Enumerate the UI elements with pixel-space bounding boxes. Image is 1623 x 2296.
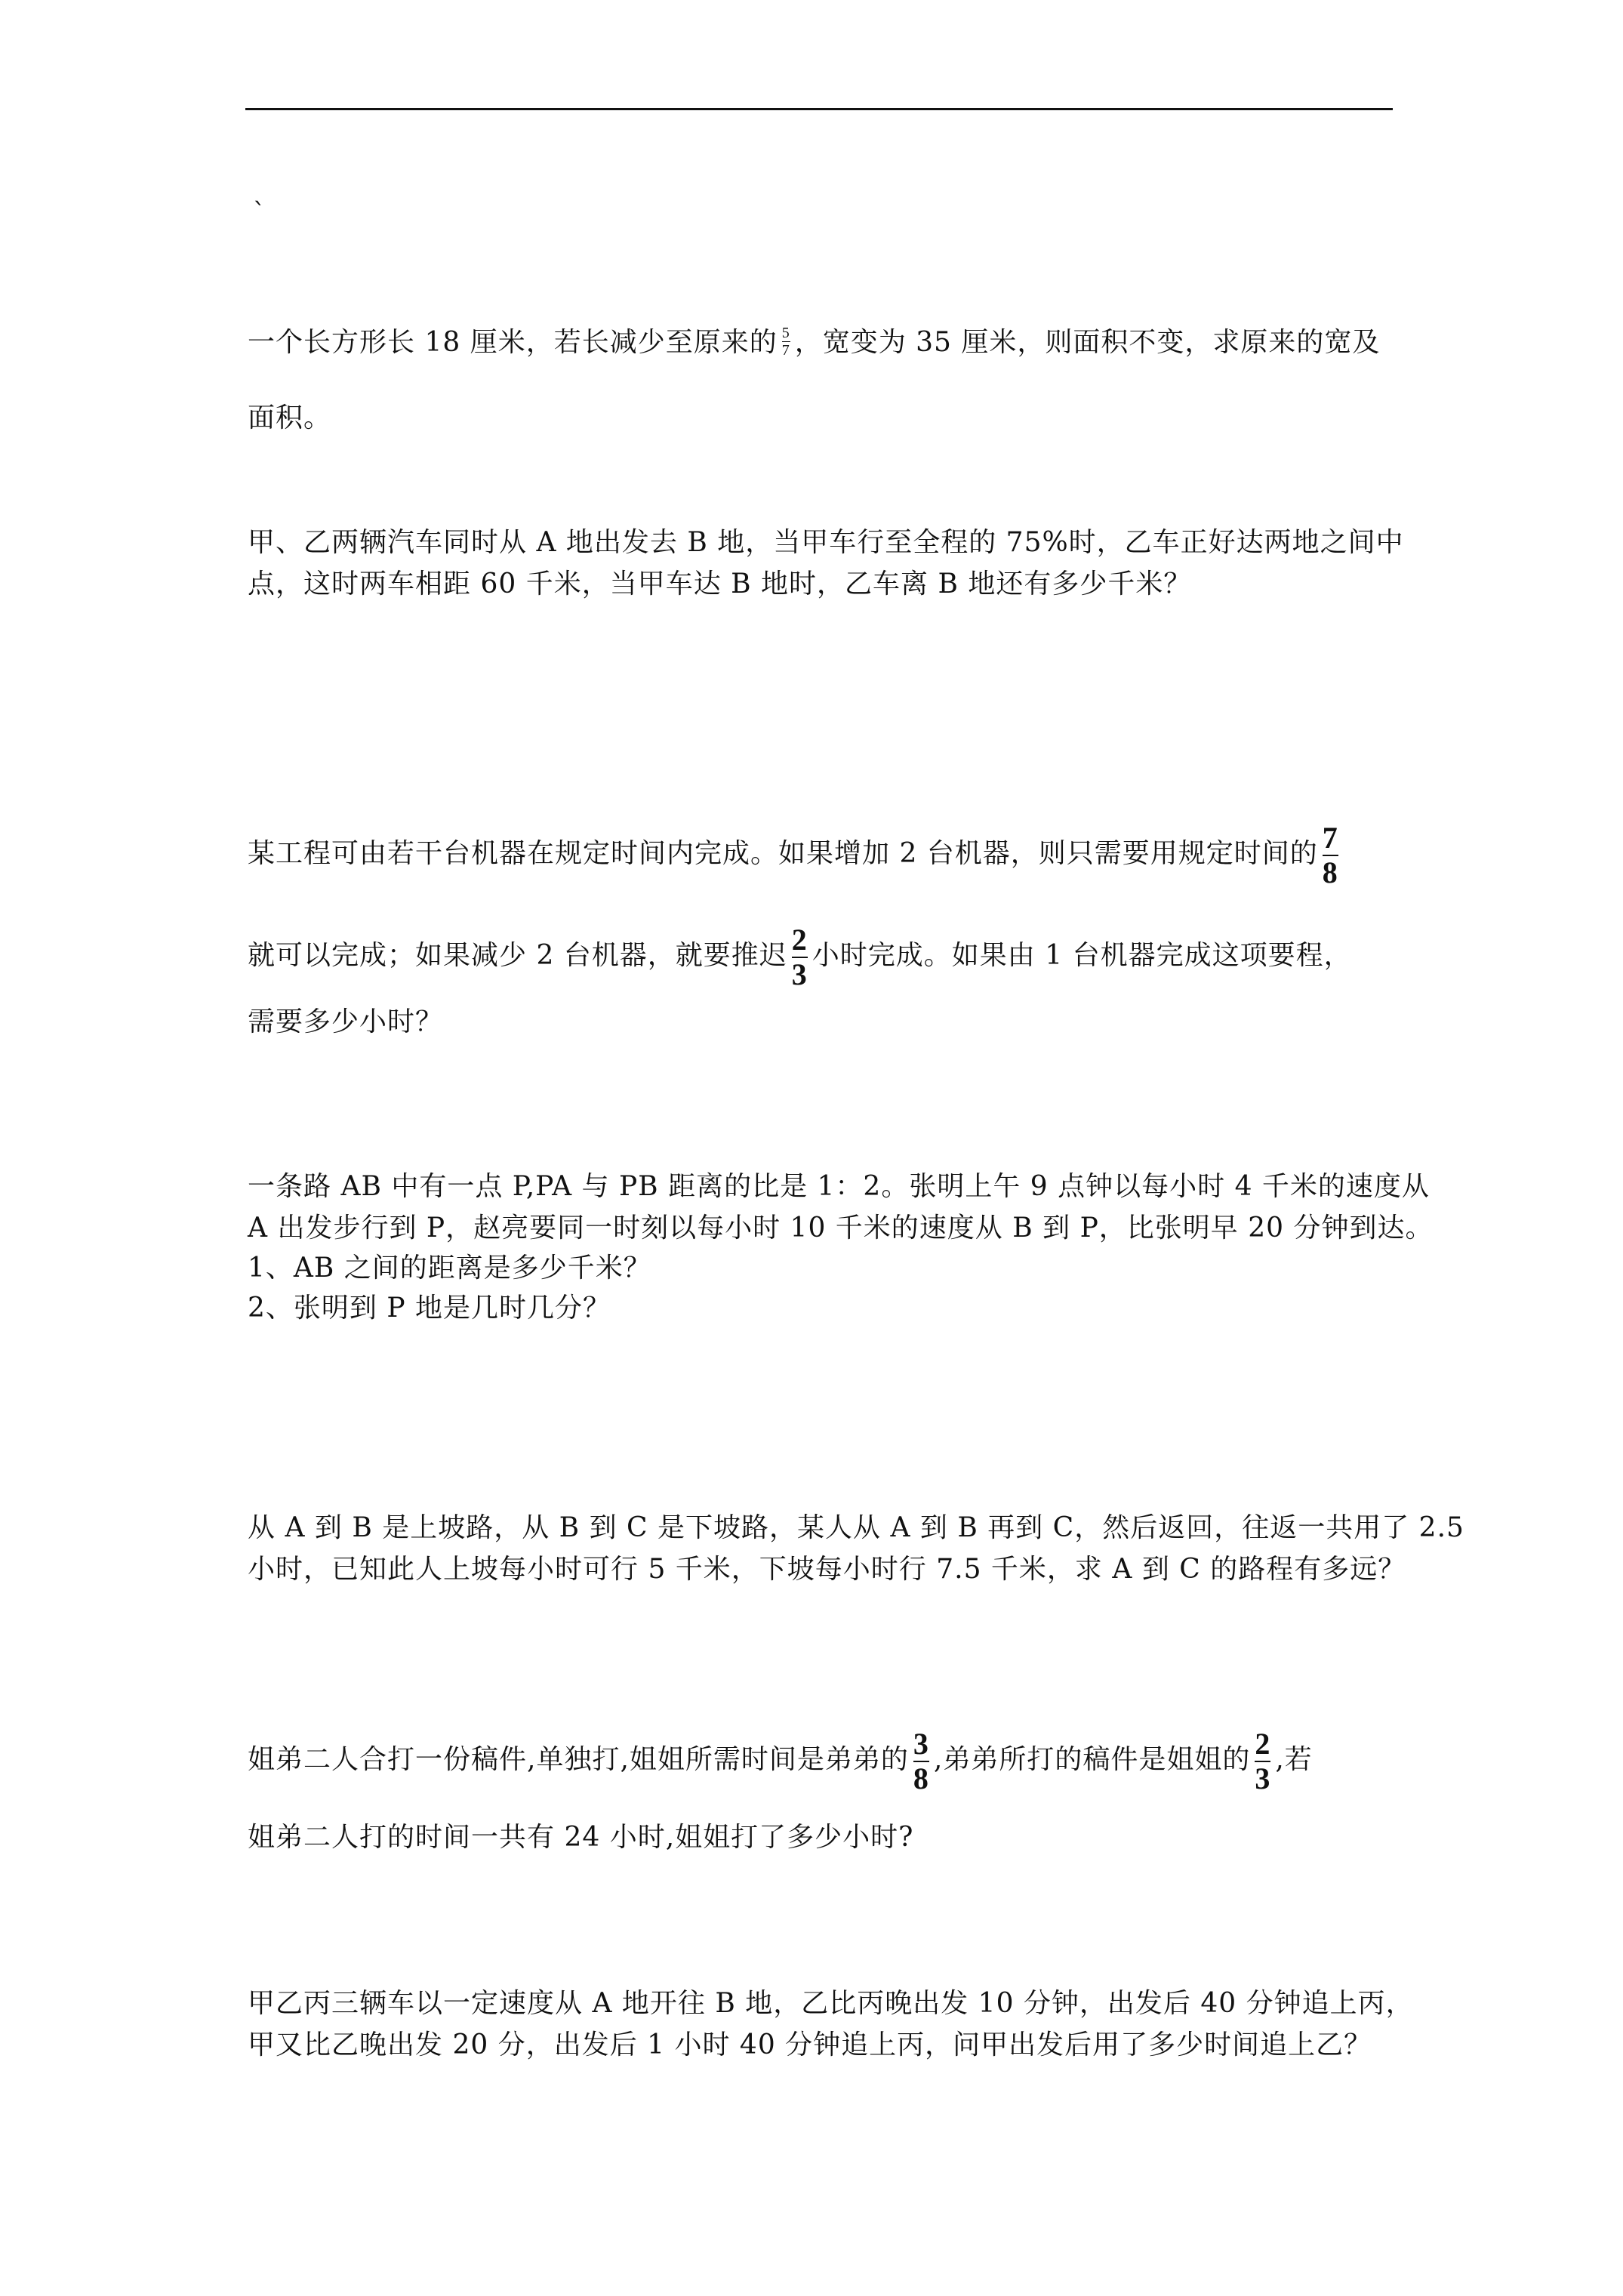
problem-6-line-1 bbox=[248, 1729, 1313, 1794]
fraction-7-8 bbox=[1323, 823, 1338, 888]
problem-3-text-b: 就可以完成；如果减少 2 台机器，就要推迟 bbox=[248, 940, 787, 971]
problem-5-line-1: 从 A 到 B 是上坡路，从 B 到 C 是下坡路，某人从 A 到 B 再到 C，然后返回，往返一共用了 2.5 bbox=[248, 1512, 1464, 1543]
fraction-numerator: 2 bbox=[791, 923, 808, 957]
problem-6-text-a: 姐弟二人合打一份稿件,单独打,姐姐所需时间是弟弟的 bbox=[248, 1744, 909, 1775]
problem-1-text-a: 一个长方形长 18 厘米，若长减少至原来的 bbox=[248, 327, 778, 358]
problem-3-line-1 bbox=[248, 823, 1343, 888]
problem-1-line-1 bbox=[248, 321, 1380, 361]
fraction-numerator: 2 bbox=[1255, 1727, 1271, 1761]
problem-1-text-b: ，宽变为 35 厘米，则面积不变，求原来的宽及 bbox=[794, 327, 1381, 358]
fraction-2-3 bbox=[1255, 1729, 1270, 1794]
problem-6-line-2: 姐弟二人打的时间一共有 24 小时,姐姐打了多少小时? bbox=[248, 1822, 914, 1853]
header-rule bbox=[245, 108, 1393, 110]
tick-mark: ` bbox=[253, 198, 266, 228]
problem-3-line-2 bbox=[248, 925, 1352, 990]
problem-3-text-c: 小时完成。如果由 1 台机器完成这项要程， bbox=[812, 940, 1352, 971]
problem-7-line-1: 甲乙丙三辆车以一定速度从 A 地开往 B 地，乙比丙晚出发 10 分钟，出发后 40 分钟追上丙， bbox=[248, 1988, 1414, 2019]
fraction-5-7 bbox=[782, 325, 790, 358]
fraction-3-8 bbox=[913, 1729, 929, 1794]
problem-4-line-1: 一条路 AB 中有一点 P,PA 与 PB 距离的比是 1：2。张明上午 9 点钟以每小时 4 千米的速度从 bbox=[248, 1171, 1430, 1202]
problem-4-line-2: A 出发步行到 P，赵亮要同一时刻以每小时 10 千米的速度从 B 到 P，比张明早 20 分钟到达。 bbox=[248, 1213, 1434, 1244]
problem-2-line-1: 甲、乙两辆汽车同时从 A 地出发去 B 地，当甲车行至全程的 75%时，乙车正好达两地之间中 bbox=[248, 527, 1404, 558]
fraction-denominator: 8 bbox=[913, 1761, 929, 1795]
problem-3-text-a: 某工程可由若干台机器在规定时间内完成。如果增加 2 台机器，则只需要用规定时间的 bbox=[248, 838, 1318, 869]
fraction-numerator: 7 bbox=[1322, 821, 1338, 855]
fraction-denominator: 8 bbox=[1322, 855, 1338, 889]
fraction-numerator: 3 bbox=[913, 1727, 929, 1761]
fraction-denominator: 7 bbox=[781, 341, 790, 359]
fraction-denominator: 3 bbox=[791, 957, 808, 991]
problem-4-line-4: 2、张明到 P 地是几时几分？ bbox=[248, 1293, 611, 1324]
fraction-2-3 bbox=[792, 925, 808, 990]
fraction-denominator: 3 bbox=[1255, 1761, 1271, 1795]
problem-5-line-2: 小时，已知此人上坡每小时可行 5 千米，下坡每小时行 7.5 千米，求 A 到 C 的路程有多远？ bbox=[248, 1554, 1406, 1585]
problem-4-line-3: 1、AB 之间的距离是多少千米？ bbox=[248, 1253, 651, 1284]
problem-7-line-2: 甲又比乙晚出发 20 分，出发后 1 小时 40 分钟追上丙，问甲出发后用了多少时间追上乙？ bbox=[248, 2029, 1372, 2060]
problem-1-line-2: 面积。 bbox=[248, 402, 332, 433]
problem-6-text-b: ,弟弟所打的稿件是姐姐的 bbox=[933, 1744, 1251, 1775]
problem-6-text-c: ,若 bbox=[1275, 1744, 1313, 1775]
problem-2-line-2: 点，这时两车相距 60 千米，当甲车达 B 地时，乙车离 B 地还有多少千米？ bbox=[248, 569, 1192, 599]
problem-3-line-3: 需要多少小时？ bbox=[248, 1006, 444, 1037]
fraction-numerator: 5 bbox=[781, 324, 790, 341]
